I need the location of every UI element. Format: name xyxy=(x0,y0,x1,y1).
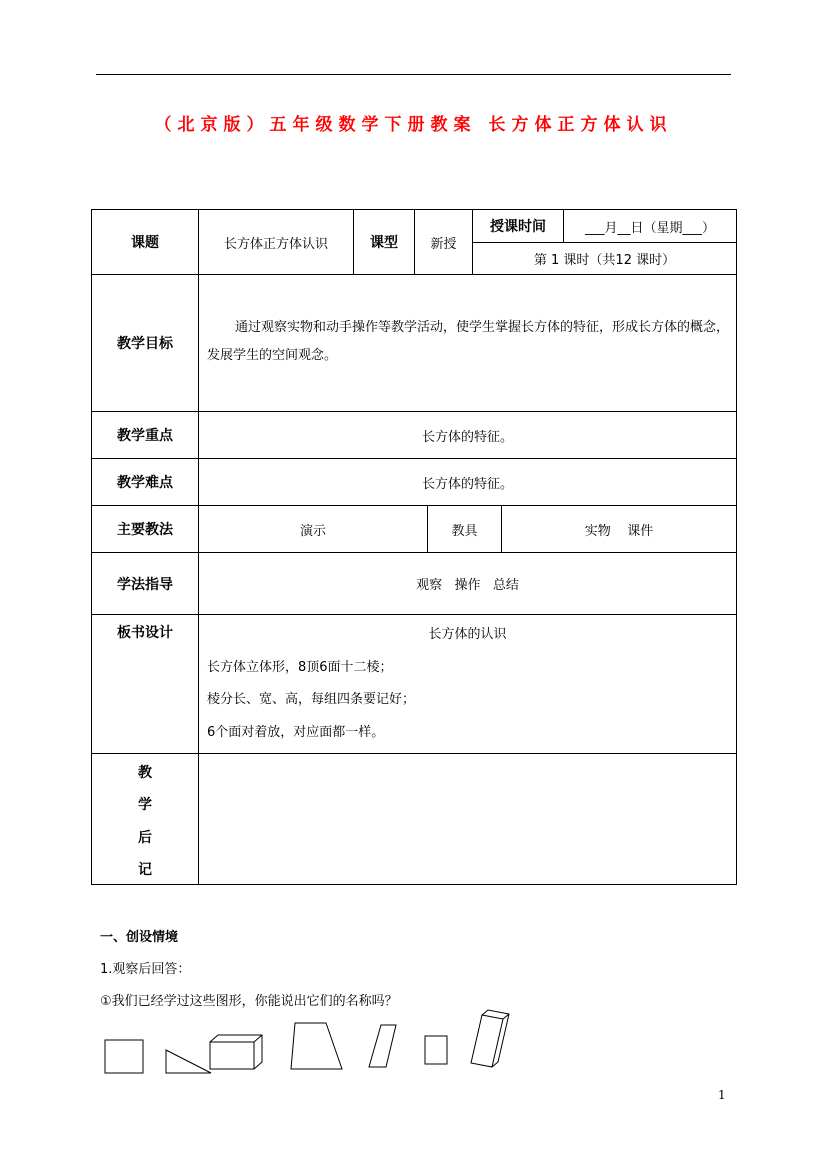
key-point-value: 长方体的特征。 xyxy=(421,429,513,445)
board-line: 6个面对着放，对应面都一样。 xyxy=(207,725,385,740)
method-value: 演示 xyxy=(299,523,326,539)
triangle-shape xyxy=(166,1050,211,1073)
tools-label: 教具 xyxy=(451,523,478,539)
tools-value: 实物 课件 xyxy=(584,523,654,539)
time-value: ___月__日（星期___） xyxy=(584,220,715,236)
geometry-shapes-figure xyxy=(100,1006,540,1080)
board-title: 长方体的认识 xyxy=(428,626,507,642)
rectangle-shape xyxy=(425,1036,447,1064)
board-line: 长方体立体形，8顶6面十二棱； xyxy=(207,660,393,675)
board-line: 棱分长、宽、高，每组四条要记好； xyxy=(207,692,416,707)
study-guide-label: 学法指导 xyxy=(117,576,173,593)
after-notes-label-char: 记 xyxy=(138,862,152,878)
page-number: 1 xyxy=(718,1088,726,1102)
question-text: 1.观察后回答： xyxy=(100,962,191,977)
topic-value: 长方体正方体认识 xyxy=(223,236,328,252)
after-notes-label-char: 教 xyxy=(138,765,152,781)
goal-label: 教学目标 xyxy=(117,336,173,352)
difficulty-value: 长方体的特征。 xyxy=(421,476,513,492)
trapezoid-shape xyxy=(291,1023,342,1069)
tilted-cuboid-shape xyxy=(471,1010,509,1067)
sub-question-text: ①我们已经学过这些图形，你能说出它们的名称吗？ xyxy=(100,994,398,1009)
header-rule xyxy=(96,74,731,75)
lesson-count: 第 1 课时（共12 课时） xyxy=(533,253,676,268)
goal-text: 通过观察实物和动手操作等教学活动，使学生掌握长方体的特征，形成长方体的概念，发展学生的空间观念。 xyxy=(207,320,730,363)
after-notes-label-char: 学 xyxy=(138,797,152,813)
time-label: 授课时间 xyxy=(490,219,546,235)
method-label: 主要教法 xyxy=(117,522,173,538)
board-design-label: 板书设计 xyxy=(117,625,173,641)
cuboid-shape xyxy=(210,1035,262,1069)
after-notes-label-char: 后 xyxy=(138,830,152,846)
key-point-label: 教学重点 xyxy=(117,428,173,444)
topic-label: 课题 xyxy=(131,235,159,251)
difficulty-label: 教学难点 xyxy=(117,475,173,491)
page-title: （北京版）五年级数学下册教案 长方体正方体认识 xyxy=(154,115,673,135)
parallelogram-shape xyxy=(369,1025,396,1067)
type-label: 课型 xyxy=(370,235,398,251)
study-guide-value: 观察 操作 总结 xyxy=(416,578,519,593)
type-value: 新授 xyxy=(430,236,457,252)
square-shape xyxy=(105,1040,143,1073)
section-heading: 一、创设情境 xyxy=(100,930,179,945)
